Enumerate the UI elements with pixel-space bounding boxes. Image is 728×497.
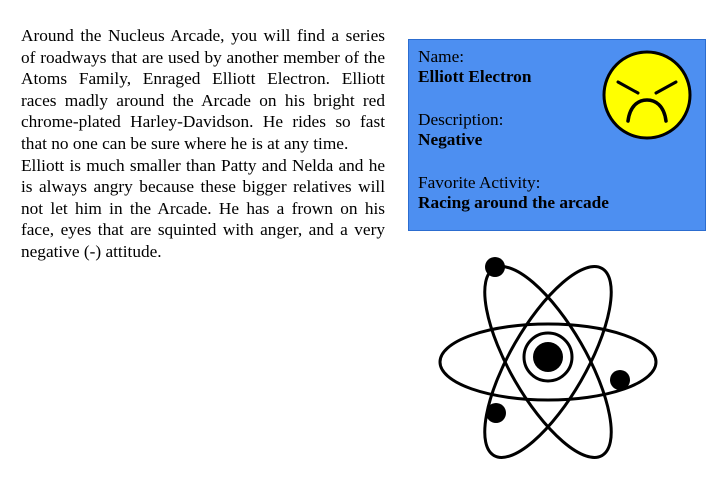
activity-value: Racing around the arcade — [418, 193, 609, 212]
description-field — [418, 110, 503, 150]
angry-face-icon — [601, 49, 693, 141]
activity-label: Favorite Activity: — [418, 173, 541, 192]
atom-icon — [436, 246, 660, 478]
electron-right — [610, 370, 630, 390]
story-text — [21, 25, 385, 263]
electron-bottom — [486, 403, 506, 423]
story-paragraph-2: Elliott is much smaller than Patty and Nelda and he is always angry because these bigger relatives will not let him in the Arcade. He has a frown on his face, eyes that are squinted with anger, and a very negative (-) attitude. — [21, 155, 385, 261]
name-label: Name: — [418, 47, 465, 66]
name-value: Elliott Electron — [418, 67, 532, 86]
electron-top — [485, 257, 505, 277]
character-card — [408, 39, 706, 231]
description-label: Description: — [418, 110, 504, 129]
name-field — [418, 47, 531, 87]
activity-field — [418, 173, 609, 213]
description-value: Negative — [418, 130, 483, 149]
story-paragraph-1: Around the Nucleus Arcade, you will find a series of roadways that are used by another member of the Atoms Family, Enraged Elliott Electron. Elliott races madly around the Arcade on his bright red chrome-plated Harley-Davidson. He rides so fast that no one can be sure where he is at any time. — [21, 26, 385, 153]
